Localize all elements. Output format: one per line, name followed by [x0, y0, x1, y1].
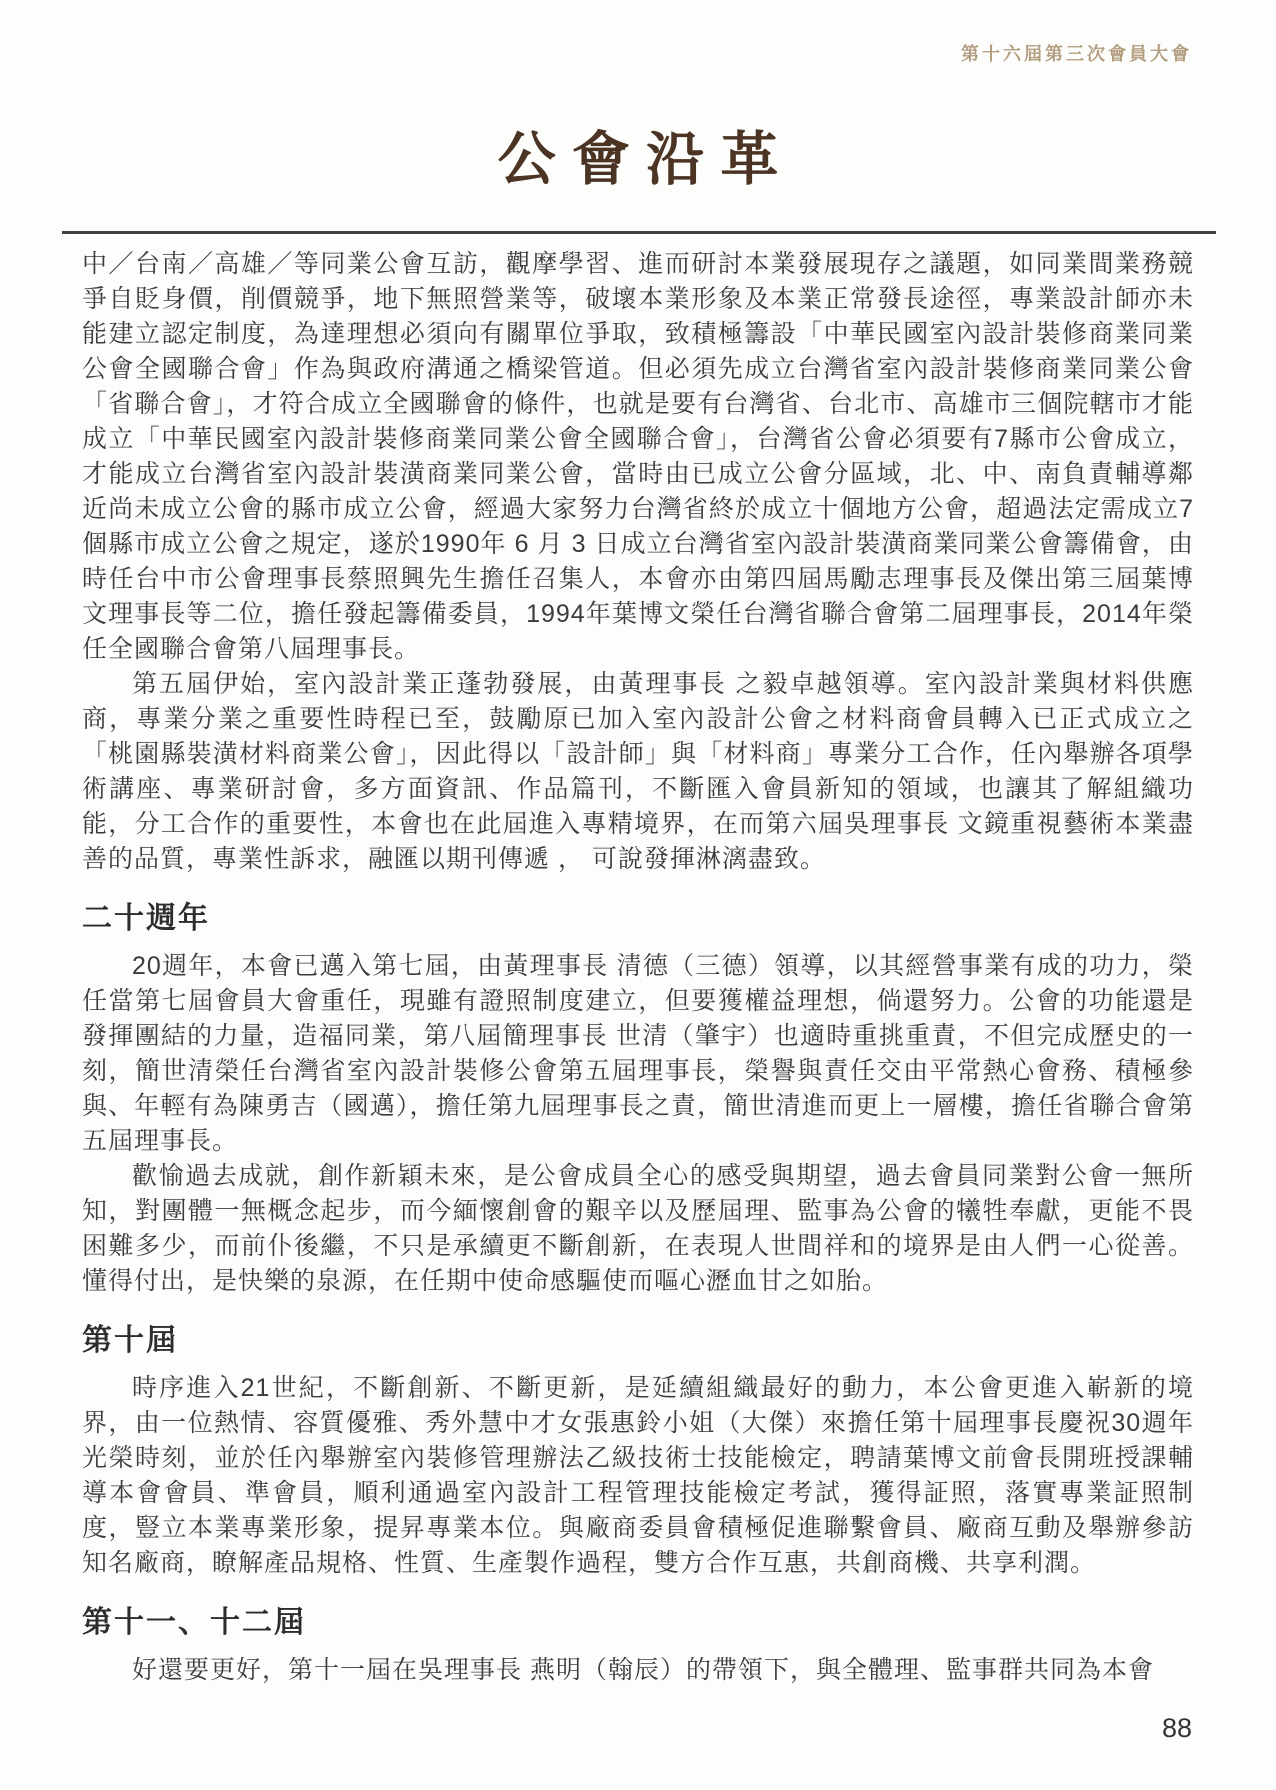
section-heading-20th-anniversary: 二十週年 — [82, 902, 210, 935]
paragraph-11th-12th-term: 好還要更好，第十一屆在吳理事長 燕明（翰辰）的帶領下，與全體理、監事群共同為本會 — [132, 1656, 1154, 1684]
page-title: 公會沿革 — [497, 127, 795, 192]
title-divider — [62, 231, 1216, 234]
paragraph-reflection: 歡愉過去成就，創作新穎未來，是公會成員全心的感受與期望，過去會員同業對公會一無所知，對團體一無概念起步，而今緬懷創會的艱辛以及歷屆理、監事為公會的犧牲奉獻，更能不畏困難多少，而前仆後繼，不只是承續更不斷創新，在表現人世間祥和的境界是由人們一心從善。懂得付出，是快樂的泉源，在任期中使命感驅使而嘔心瀝血甘之如胎。 — [82, 1162, 1194, 1295]
paragraph-fifth-term: 第五屆伊始，室內設計業正蓬勃發展，由黃理事長 之毅卓越領導。室內設計業與材料供應商，專業分業之重要性時程已至，鼓勵原已加入室內設計公會之材料商會員轉入已正式成立之「桃園縣裝潢材料商業公會」，因此得以「設計師」與「材料商」專業分工合作，任內舉辦各項學術講座、專業研討會，多方面資訊、作品篇刊，不斷匯入會員新知的領域，也讓其了解組織功能，分工合作的重要性，本會也在此屆進入專精境界，在而第六屆吳理事長 文鏡重視藝術本業盡善的品質，專業性訴求，融匯以期刊傳遞 ， 可說發揮淋漓盡致。 — [82, 670, 1194, 873]
document-body — [82, 247, 1194, 1688]
paragraph-10th-term: 時序進入21世紀，不斷創新、不斷更新，是延續組織最好的動力，本公會更進入嶄新的境界，由一位熱情、容質優雅、秀外慧中才女張惠鈴小姐（大傑）來擔任第十屆理事長慶祝30週年光榮時刻，並於任內舉辦室內裝修管理辦法乙級技術士技能檢定，聘請葉博文前會長開班授課輔導本會會員、準會員，順利通過室內設計工程管理技能檢定考試，獲得証照，落實專業証照制度，豎立本業專業形象，提昇專業本位。與廠商委員會積極促進聯繫會員、廠商互動及舉辦參訪知名廠商，瞭解產品規格、性質、生產製作過程，雙方合作互惠，共創商機、共享利潤。 — [82, 1374, 1194, 1577]
document-header: 第十六屆第三次會員大會 — [961, 44, 1192, 64]
page-number: 88 — [1161, 1713, 1192, 1743]
section-heading-10th-term: 第十屆 — [82, 1324, 178, 1357]
paragraph-20th-anniversary: 20週年，本會已邁入第七屆，由黃理事長 清德（三德）領導，以其經營事業有成的功力，榮任當第七屆會員大會重任，現雖有證照制度建立，但要獲權益理想，倘還努力。公會的功能還是發揮團結的力量，造福同業，第八屆簡理事長 世清（肇宇）也適時重挑重責，不但完成歷史的一刻，簡世清榮任台灣省室內設計裝修公會第五屆理事長，榮譽與責任交由平常熱心會務、積極參與、年輕有為陳勇吉（國邁），擔任第九屆理事長之責，簡世清進而更上一層樓，擔任省聯合會第五屆理事長。 — [82, 952, 1194, 1155]
paragraph-history-intro: 中／台南／高雄／等同業公會互訪，觀摩學習、進而研討本業發展現存之議題，如同業間業務競爭自貶身價，削價競爭，地下無照營業等，破壞本業形象及本業正常發長途徑，專業設計師亦未能建立認定制度，為達理想必須向有關單位爭取，致積極籌設「中華民國室內設計裝修商業同業公會全國聯合會」作為與政府溝通之橋梁管道。但必須先成立台灣省室內設計裝修商業同業公會「省聯合會」，才符合成立全國聯會的條件，也就是要有台灣省、台北市、高雄市三個院轄市才能成立「中華民國室內設計裝修商業同業公會全國聯合會」，台灣省公會必須要有7縣市公會成立，才能成立台灣省室內設計裝潢商業同業公會，當時由已成立公會分區域，北、中、南負責輔導鄰近尚未成立公會的縣市成立公會，經過大家努力台灣省終於成立十個地方公會，超過法定需成立7個縣市成立公會之規定，遂於1990年 6 月 3 日成立台灣省室內設計裝潢商業同業公會籌備會，由時任台中市公會理事長蔡照興先生擔任召集人，本會亦由第四屆馬勵志理事長及傑出第三屆葉博文理事長等二位，擔任發起籌備委員，1994年葉博文榮任台灣省聯合會第二屆理事長，2014年榮任全國聯合會第八屆理事長。 — [82, 250, 1194, 663]
section-heading-11th-12th-term: 第十一、十二屆 — [82, 1606, 306, 1639]
